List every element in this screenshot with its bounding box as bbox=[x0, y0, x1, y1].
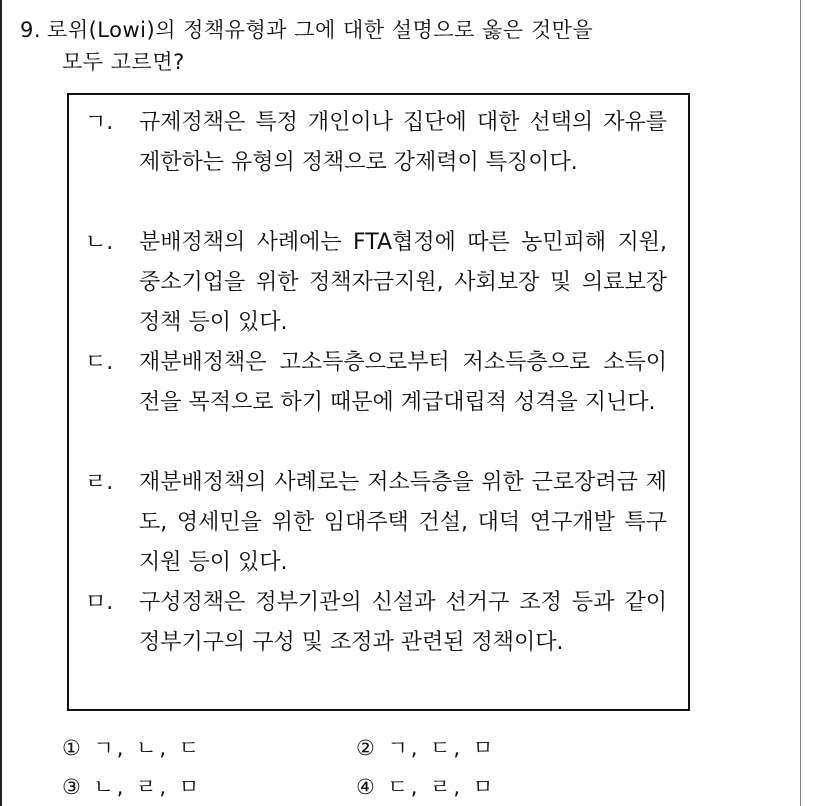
page-right-border bbox=[800, 0, 801, 806]
statement-item bbox=[85, 223, 667, 343]
answer-option-3[interactable]: ③ ㄴ, ㄹ, ㅁ bbox=[62, 775, 203, 799]
statement-text: 분배정책의 사례에는 FTA협정에 따른 농민피해 지원, 중소기업을 위한 정책자금지원, 사회보장 및 의료보장정책 등이 있다. bbox=[139, 230, 667, 335]
statement-marker: ㄷ. bbox=[85, 350, 114, 375]
question-number: 9. bbox=[20, 18, 42, 42]
question-text-line2: 모두 고르면? bbox=[62, 50, 185, 74]
statement-text: 재분배정책의 사례로는 저소득층을 위한 근로장려금 제도, 영세민을 위한 임대주택 건설, 대덕 연구개발 특구 지원 등이 있다. bbox=[139, 470, 667, 575]
answer-option-2[interactable]: ② ㄱ, ㄷ, ㅁ bbox=[356, 736, 497, 760]
statement-text: 규제정책은 특정 개인이나 집단에 대한 선택의 자유를 제한하는 유형의 정책으로 강제력이 특징이다. bbox=[139, 110, 667, 175]
statement-item bbox=[85, 463, 667, 583]
statements-box bbox=[67, 93, 690, 711]
statement-item bbox=[85, 583, 667, 663]
statement-text: 재분배정책은 고소득층으로부터 저소득층으로 소득이전을 목적으로 하기 때문에 계급대립적 성격을 지닌다. bbox=[139, 350, 667, 415]
statement-item bbox=[85, 343, 667, 423]
statement-marker: ㄹ. bbox=[85, 470, 114, 495]
statement-marker: ㄴ. bbox=[85, 230, 114, 255]
statement-marker: ㄱ. bbox=[85, 110, 114, 135]
page-left-border bbox=[0, 0, 2, 806]
statement-item bbox=[85, 103, 667, 183]
statement-text: 구성정책은 정부기관의 신설과 선거구 조정 등과 같이 정부기구의 구성 및 조정과 관련된 정책이다. bbox=[139, 590, 667, 655]
question-stem bbox=[20, 14, 780, 78]
answer-option-4[interactable]: ④ ㄷ, ㄹ, ㅁ bbox=[356, 775, 497, 799]
statement-marker: ㅁ. bbox=[85, 590, 114, 615]
answer-option-1[interactable]: ① ㄱ, ㄴ, ㄷ bbox=[62, 736, 203, 760]
question-text-line1: 로위(Lowi)의 정책유형과 그에 대한 설명으로 옳은 것만을 bbox=[47, 18, 594, 42]
